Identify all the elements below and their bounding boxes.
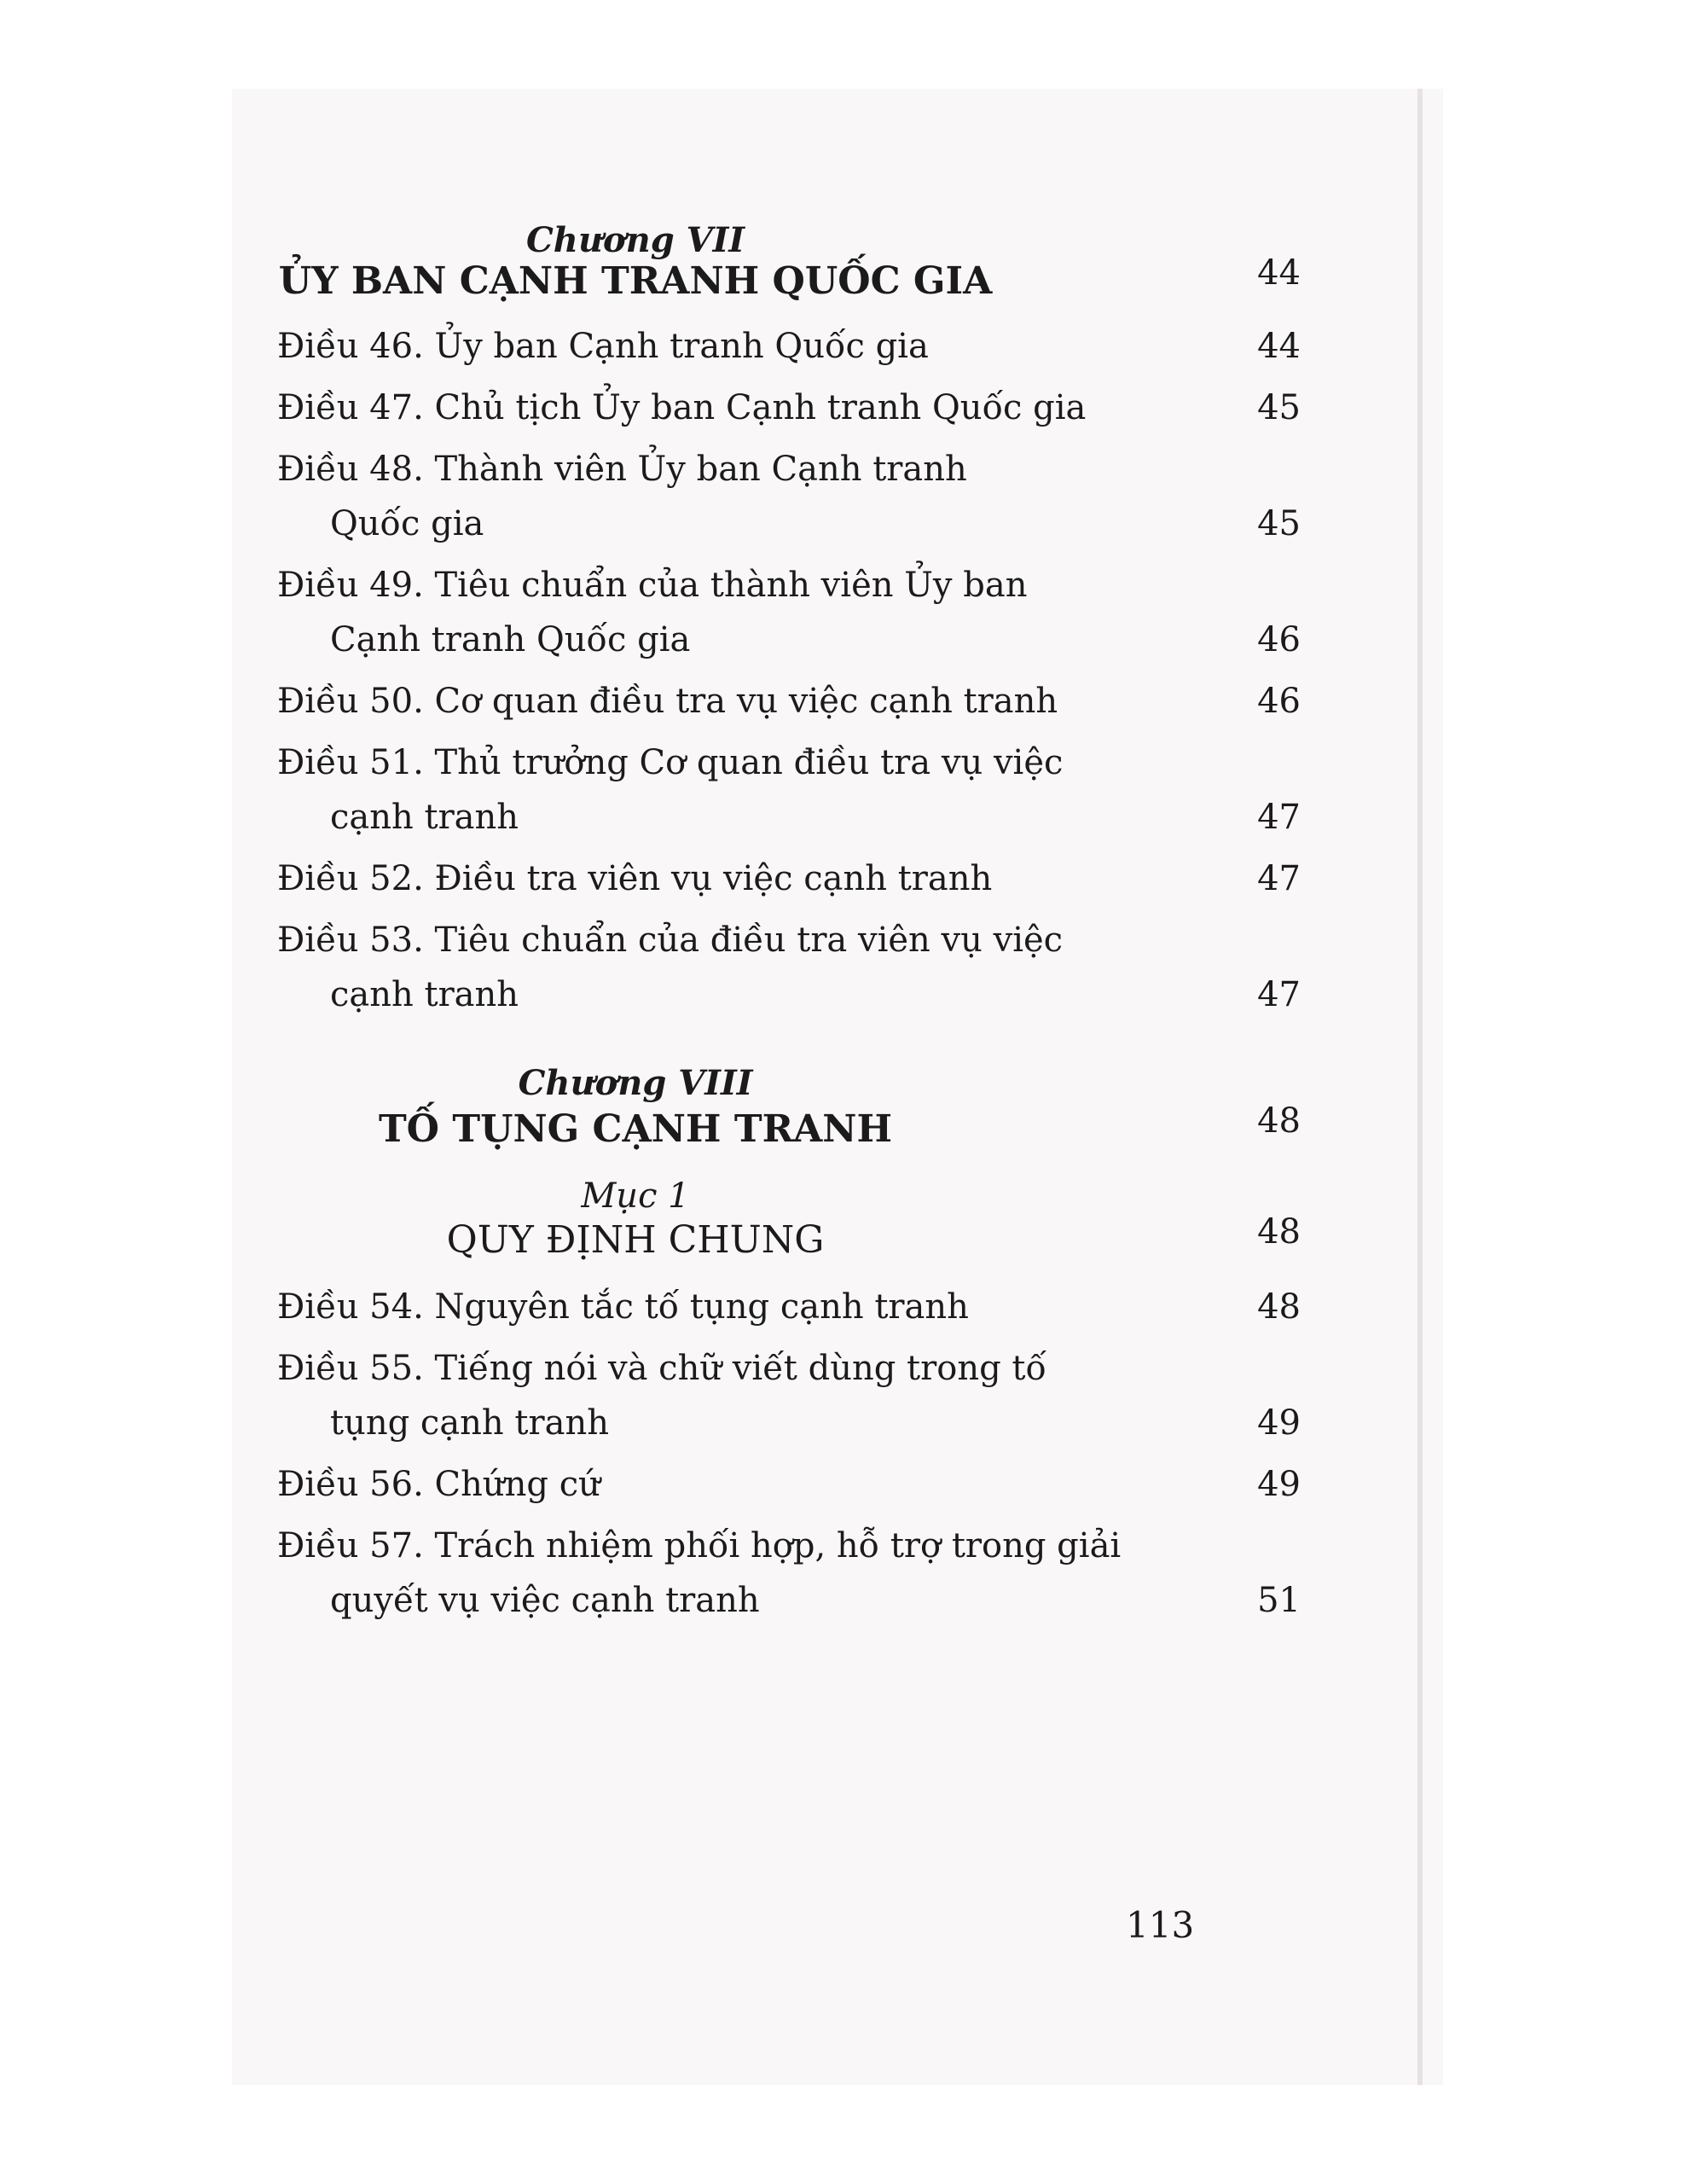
chapter-8-label: Chương VIII xyxy=(518,1063,753,1103)
toc-entry-page: 46 xyxy=(1257,682,1301,721)
chapter-7-title: ỦY BAN CẠNH TRANH QUỐC GIA xyxy=(278,259,993,303)
chapter-8-heading xyxy=(277,1063,994,1103)
section-1-label: Mục 1 xyxy=(581,1176,690,1216)
toc-entry-page: 51 xyxy=(1257,1581,1301,1620)
chapter-8-page: 48 xyxy=(1257,1101,1301,1141)
toc-entry-page: 44 xyxy=(1257,327,1301,366)
toc-entry-text: Điều 56. Chứng cứ xyxy=(277,1465,600,1504)
chapter-7-page: 44 xyxy=(1257,253,1301,293)
chapter-8-title: TỐ TỤNG CẠNH TRANH xyxy=(378,1107,893,1151)
section-1-heading xyxy=(277,1176,994,1216)
toc-entry xyxy=(277,380,1301,435)
chapter-7-title-row xyxy=(277,253,1301,303)
toc-entry-continuation: quyết vụ việc cạnh tranh xyxy=(330,1581,760,1620)
toc-entry-page: 47 xyxy=(1257,798,1301,837)
toc-entry xyxy=(277,735,1301,845)
toc-entry-text: Điều 49. Tiêu chuẩn của thành viên Ủy ban xyxy=(277,566,1028,605)
chapter-7-label: Chương VII xyxy=(525,220,745,260)
toc-entry-page: 45 xyxy=(1257,388,1301,427)
toc-entry-text: Điều 55. Tiếng nói và chữ viết dùng trong tố xyxy=(277,1349,1046,1388)
toc-entry xyxy=(277,851,1301,906)
section-1-title-row xyxy=(277,1212,1301,1262)
toc-entry-page: 49 xyxy=(1257,1403,1301,1443)
toc-entry xyxy=(277,1280,1301,1334)
toc-entry xyxy=(277,1457,1301,1512)
toc-entry-page: 47 xyxy=(1257,859,1301,898)
toc-entry-text: Điều 51. Thủ trưởng Cơ quan điều tra vụ việc xyxy=(277,743,1064,782)
toc-entry-text: Điều 47. Chủ tịch Ủy ban Cạnh tranh Quốc gia xyxy=(277,388,1087,427)
toc-entry xyxy=(277,913,1301,1022)
toc-entry-page: 49 xyxy=(1257,1465,1301,1504)
toc-entry xyxy=(277,674,1301,729)
toc-entry-continuation: tụng cạnh tranh xyxy=(330,1403,609,1443)
toc-entry-continuation: Cạnh tranh Quốc gia xyxy=(330,620,691,659)
toc-entry-page: 47 xyxy=(1257,975,1301,1014)
chapter-8-title-row xyxy=(277,1101,1301,1151)
toc-entry-page: 45 xyxy=(1257,504,1301,543)
toc-entry-text: Điều 52. Điều tra viên vụ việc cạnh tranh xyxy=(277,859,993,898)
toc-entry-page: 46 xyxy=(1257,620,1301,659)
toc-entry-text: Điều 57. Trách nhiệm phối hợp, hỗ trợ trong giải xyxy=(277,1526,1122,1565)
toc-entry-continuation: cạnh tranh xyxy=(330,975,519,1014)
toc-entry-text: Điều 50. Cơ quan điều tra vụ việc cạnh tranh xyxy=(277,682,1058,721)
section-1-page: 48 xyxy=(1257,1212,1301,1252)
page-number: 113 xyxy=(1126,1904,1195,1946)
section-1-title: QUY ĐỊNH CHUNG xyxy=(446,1218,825,1262)
toc-entry-page: 48 xyxy=(1257,1287,1301,1327)
toc-entry xyxy=(277,558,1301,667)
toc-entry xyxy=(277,1341,1301,1450)
page-edge xyxy=(1417,89,1423,2085)
toc-entry-text: Điều 54. Nguyên tắc tố tụng cạnh tranh xyxy=(277,1287,969,1327)
toc-entry-continuation: Quốc gia xyxy=(330,504,484,543)
table-of-contents xyxy=(277,220,1301,1628)
chapter-7-heading xyxy=(277,220,994,260)
toc-entry-text: Điều 48. Thành viên Ủy ban Cạnh tranh xyxy=(277,450,967,489)
toc-entry-continuation: cạnh tranh xyxy=(330,798,519,837)
toc-entry xyxy=(277,319,1301,374)
toc-entry-text: Điều 46. Ủy ban Cạnh tranh Quốc gia xyxy=(277,327,929,366)
toc-entry xyxy=(277,1519,1301,1628)
toc-entry-text: Điều 53. Tiêu chuẩn của điều tra viên vụ việc xyxy=(277,921,1064,960)
toc-entry xyxy=(277,442,1301,551)
